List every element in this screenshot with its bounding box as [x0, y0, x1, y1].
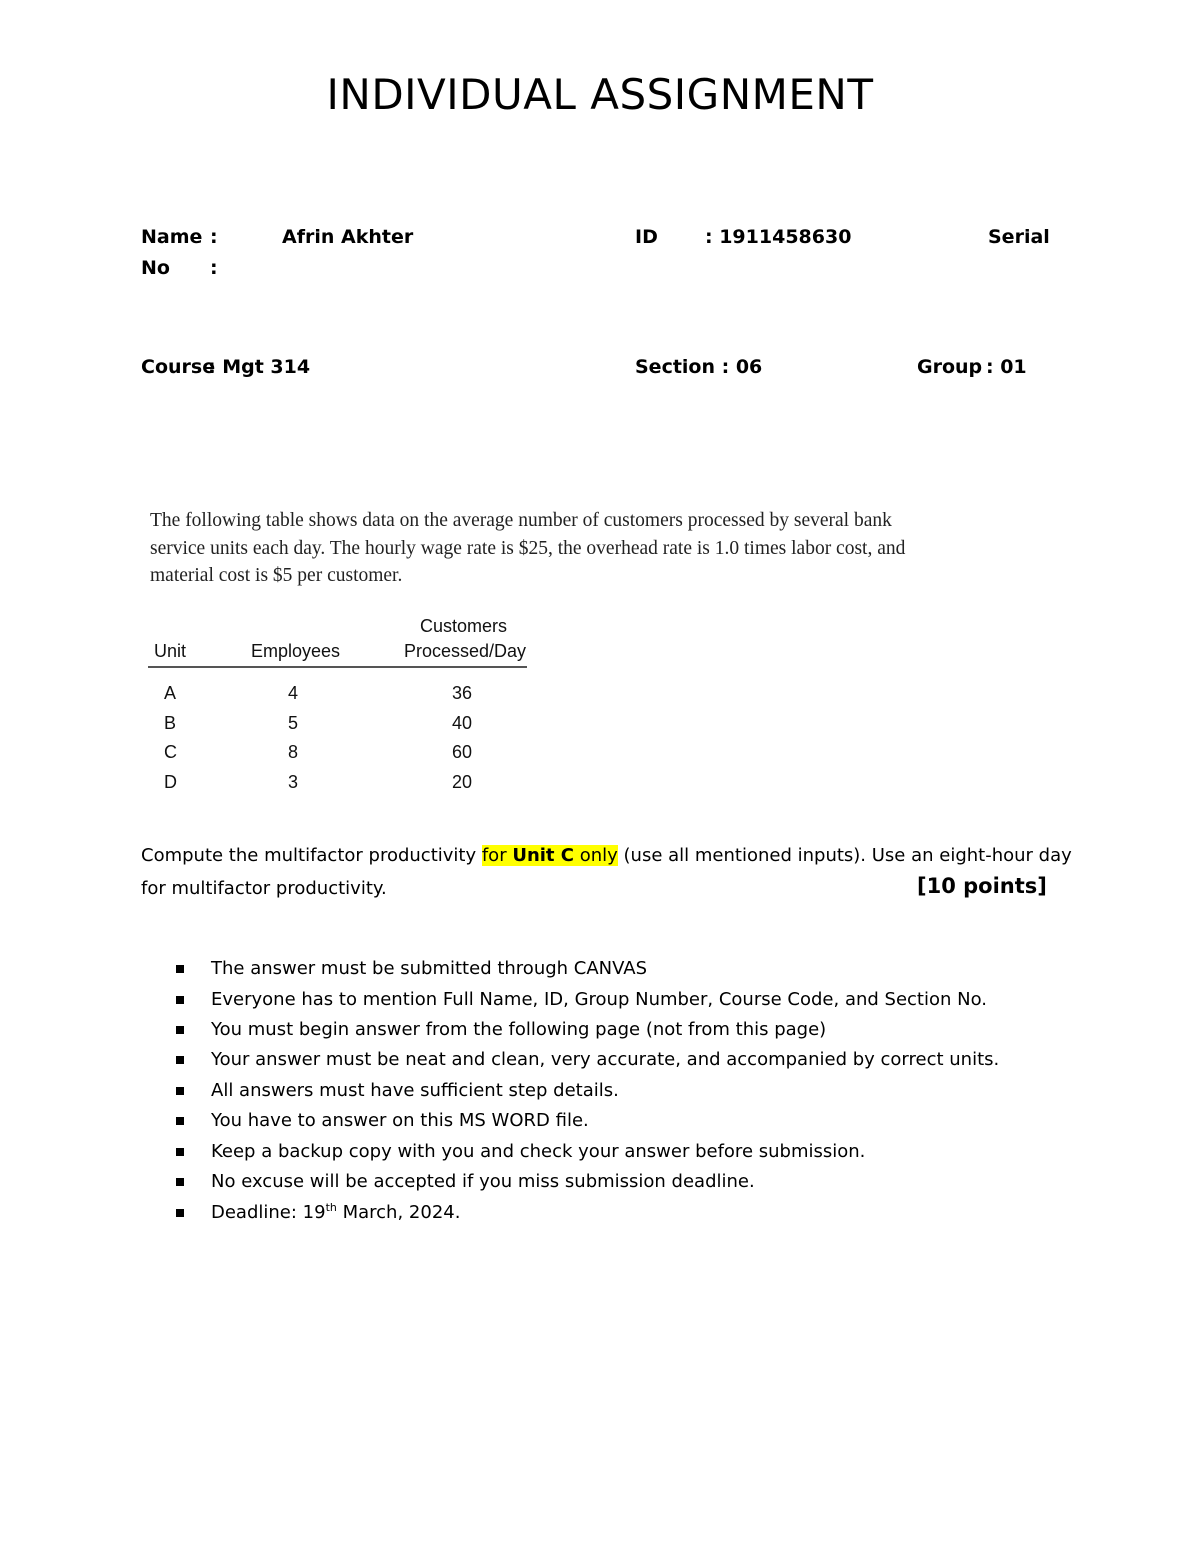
problem-line-2: service units each day. The hourly wage rate is $25, the overhead rate is 1.0 times labor cost, and: [150, 538, 906, 559]
header-customers: Customers: [420, 616, 508, 636]
question-line-1: [141, 845, 1072, 866]
list-item: You must begin answer from the following page (not from this page): [211, 1019, 827, 1040]
bullet-icon: [176, 1148, 184, 1156]
cell-employees: 5: [288, 713, 299, 733]
deadline-post: March, 2024.: [336, 1202, 461, 1223]
cell-unit: D: [164, 772, 177, 792]
serial-label-no: No: [141, 257, 170, 279]
highlight-for: for: [481, 845, 513, 866]
list-item: No excuse will be accepted if you miss submission deadline.: [211, 1171, 755, 1192]
list-item: The answer must be submitted through CANVAS: [211, 958, 648, 979]
page-title: INDIVIDUAL ASSIGNMENT: [326, 70, 874, 119]
bullet-icon: [176, 1178, 184, 1186]
group-label: Group: [917, 356, 983, 378]
question-line-2: for multifactor productivity.: [141, 878, 387, 899]
cell-customers: 20: [452, 772, 473, 792]
question-post: (use all mentioned inputs). Use an eight-hour day: [617, 845, 1072, 866]
section-value: Section : 06: [635, 356, 763, 378]
list-item: You have to answer on this MS WORD file.: [211, 1110, 589, 1131]
question-pre: Compute the multifactor productivity: [141, 845, 482, 866]
cell-employees: 8: [288, 742, 299, 762]
cell-unit: A: [164, 683, 177, 703]
table-rule: [148, 666, 527, 668]
header-employees: Employees: [251, 641, 341, 661]
points: [10 points]: [917, 874, 1047, 898]
group-value: : 01: [986, 356, 1027, 378]
bullet-icon: [176, 965, 184, 973]
cell-employees: 4: [288, 683, 299, 703]
id-value: : 1911458630: [705, 226, 852, 248]
bullet-icon: [176, 1117, 184, 1125]
header-unit: Unit: [154, 641, 187, 661]
deadline-pre: Deadline: 19: [211, 1202, 326, 1223]
header-processed: Processed/Day: [404, 641, 527, 661]
list-item: Your answer must be neat and clean, very accurate, and accompanied by correct units.: [211, 1049, 1000, 1070]
cell-unit: C: [164, 742, 177, 762]
cell-employees: 3: [288, 772, 299, 792]
list-item: All answers must have sufficient step details.: [211, 1080, 619, 1101]
list-item: Keep a backup copy with you and check your answer before submission.: [211, 1141, 866, 1162]
id-label: ID: [635, 226, 658, 248]
highlight-only: only: [574, 845, 618, 866]
course-label: Course: [141, 356, 216, 378]
problem-line-1: The following table shows data on the average number of customers processed by several bank: [150, 510, 892, 531]
name-value: Afrin Akhter: [282, 226, 414, 248]
bullet-icon: [176, 1209, 184, 1217]
cell-unit: B: [164, 713, 177, 733]
deadline-sup: th: [325, 1201, 337, 1214]
cell-customers: 60: [452, 742, 473, 762]
course-value: : Mgt 314: [208, 356, 311, 378]
name-colon: :: [210, 226, 218, 248]
bullet-icon: [176, 1056, 184, 1064]
bullet-icon: [176, 996, 184, 1004]
serial-label: Serial: [988, 226, 1050, 248]
deadline-item: [211, 1201, 460, 1223]
highlight-unit-c: Unit C: [512, 845, 575, 866]
name-label: Name: [141, 226, 203, 248]
problem-line-3: material cost is $5 per customer.: [150, 565, 403, 586]
cell-customers: 36: [452, 683, 473, 703]
cell-customers: 40: [452, 713, 473, 733]
bullet-icon: [176, 1026, 184, 1034]
bullet-icon: [176, 1087, 184, 1095]
list-item: Everyone has to mention Full Name, ID, Group Number, Course Code, and Section No.: [211, 989, 988, 1010]
serial-colon: :: [210, 257, 218, 279]
